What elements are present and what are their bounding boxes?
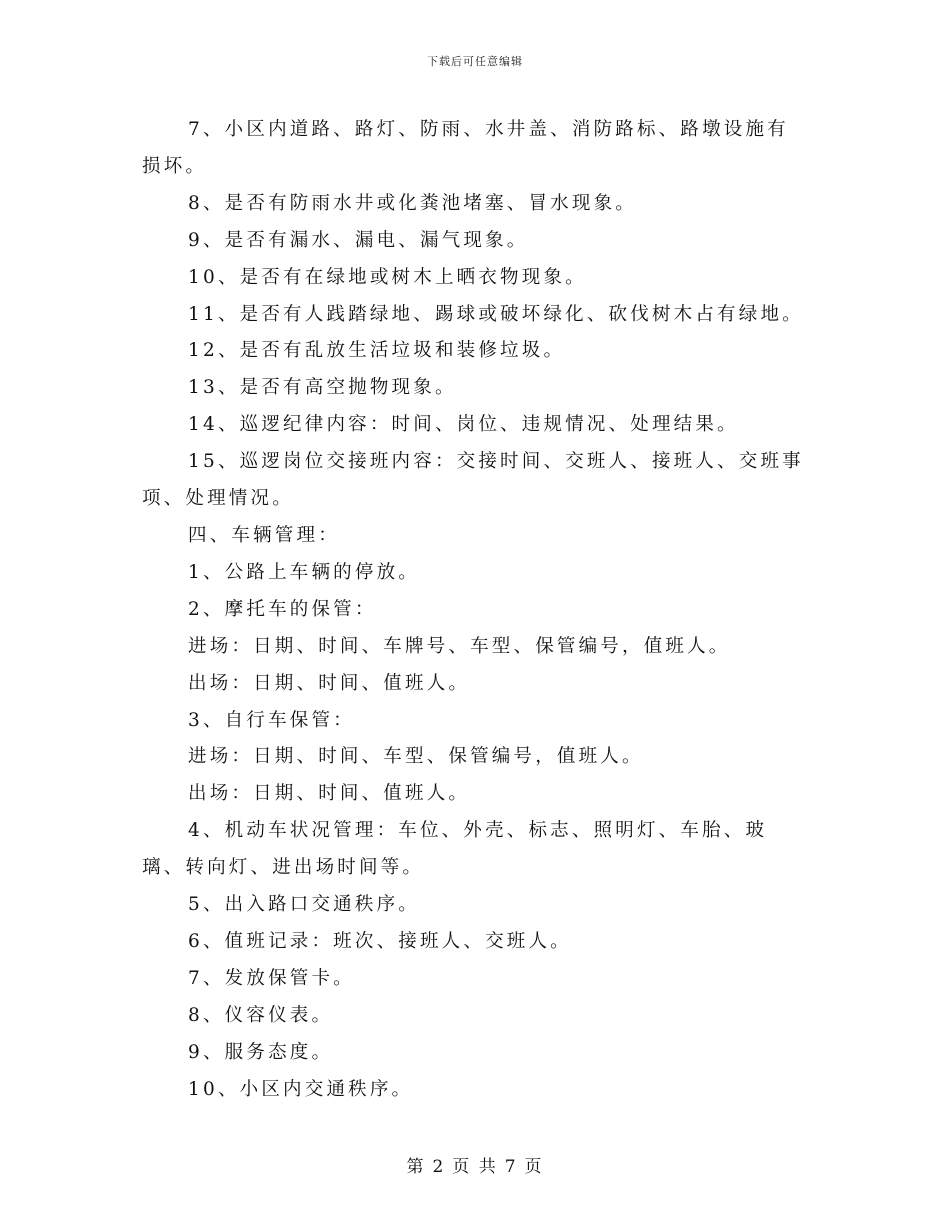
paragraph: 12、是否有乱放生活垃圾和装修垃圾。 [188, 340, 566, 362]
section-heading: 四、车辆管理： [188, 524, 340, 546]
page-header: 下载后可任意编辑 [427, 55, 523, 68]
paragraph: 进场：日期、时间、车型、保管编号，值班人。 [188, 746, 644, 768]
footer-suffix: 页 [524, 1157, 544, 1177]
paragraph: 11、是否有人践踏绿地、踢球或破坏绿化、砍伐树木占有绿地。 [188, 303, 804, 325]
paragraph: 13、是否有高空抛物现象。 [188, 377, 457, 399]
paragraph: 5、出入路口交通秩序。 [188, 894, 420, 916]
total-page-count: 7 [504, 1157, 518, 1177]
paragraph: 6、值班记录：班次、接班人、交班人。 [188, 930, 572, 952]
paragraph: 10、是否有在绿地或树木上晒衣物现象。 [188, 266, 587, 288]
paragraph: 出场：日期、时间、值班人。 [188, 672, 471, 694]
paragraph: 15、巡逻岗位交接班内容：交接时间、交班人、接班人、交班事项、处理情况。 [142, 451, 804, 510]
paragraph: 3、自行车保管： [188, 709, 355, 731]
footer-prefix: 第 [406, 1157, 426, 1177]
paragraph: 进场：日期、时间、车牌号、车型、保管编号，值班人。 [188, 635, 731, 657]
paragraph: 9、服务态度。 [188, 1041, 334, 1063]
document-body [142, 112, 810, 1108]
paragraph: 9、是否有漏水、漏电、漏气现象。 [188, 229, 529, 251]
paragraph: 2、摩托车的保管： [188, 598, 377, 620]
paragraph: 10、小区内交通秩序。 [188, 1078, 414, 1100]
paragraph: 8、仪容仪表。 [188, 1004, 334, 1026]
current-page-number: 2 [432, 1157, 446, 1177]
paragraph: 7、发放保管卡。 [188, 967, 355, 989]
footer-middle: 页 共 [452, 1157, 498, 1177]
paragraph: 4、机动车状况管理：车位、外壳、标志、照明灯、车胎、玻璃、转向灯、进出场时间等。 [142, 820, 768, 879]
paragraph: 1、公路上车辆的停放。 [188, 561, 420, 583]
paragraph: 7、小区内道路、路灯、防雨、水井盖、消防路标、路墩设施有损坏。 [142, 119, 789, 177]
page-footer [0, 1152, 950, 1177]
paragraph: 出场：日期、时间、值班人。 [188, 783, 471, 805]
paragraph: 14、巡逻纪律内容：时间、岗位、违规情况、处理结果。 [188, 414, 739, 436]
paragraph: 8、是否有防雨水井或化粪池堵塞、冒水现象。 [188, 192, 637, 214]
